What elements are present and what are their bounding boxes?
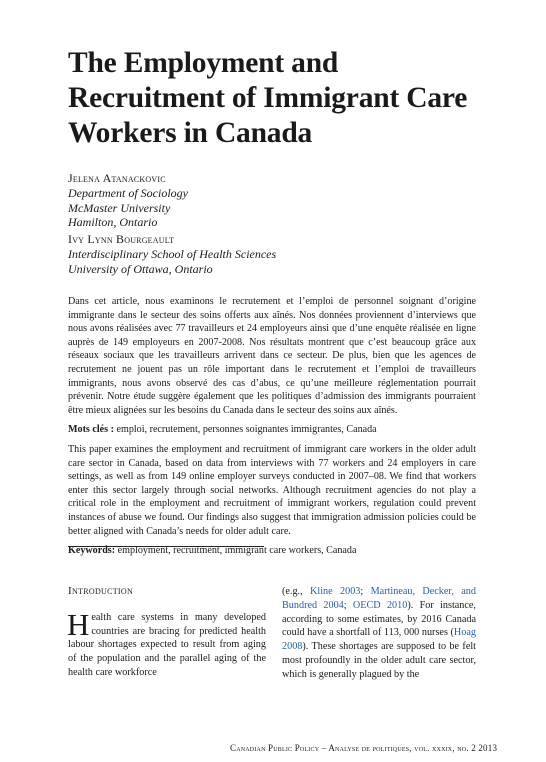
title-line: Recruitment of Immigrant Care [68,82,468,114]
body-column-right [282,585,476,682]
citation-link[interactable]: Kline 2003 [310,586,361,597]
author-affiliation: Hamilton, Ontario [68,215,158,230]
body-text: ). These shortages are supposed to be felt most profoundly in the older adult care sector, which is generally plagued by the [282,641,476,680]
section-divider [68,546,264,547]
body-text: (e.g., [282,586,311,597]
author-affiliation: University of Ottawa, Ontario [68,261,213,276]
keywords-label: Keywords: [68,545,116,557]
author-name: Jelena Atanackovic [68,171,166,185]
abstract-french: Dans cet article, nous examinons le recrutement et l’emploi de personnel soignant d’origine immigrante dans le secteur des soins offerts aux aînés. Nos données proviennent d’interviews que nous avons réalisées avec 77 travailleurs et 24 employeurs ainsi que d’une enquête réalisée en ligne auprès de 149 employeurs en 2007-2008. Nos résultats montrent que c’est beaucoup grâce aux réseaux sociaux que les travailleurs arrivent dans ce secteur. De plus, bien que les agences de recrutement ne jouent pas un rôle important dans le recrutement et l’emploi de travailleurs immigrants, nous avons observé des cas d’abus, ce qu’une meilleure réglementation pourrait prévenir. Notre étude suggère également que les politiques d’admission des immigrants pourraient être mieux alignées sur les besoins du Canada dans le secteur des soins aux aînés. [68,296,476,416]
keywords-french [68,423,476,437]
intro-paragraph [67,606,266,680]
keywords-label: Mots clés : [68,424,114,436]
author-affiliation: Department of Sociology [68,185,188,200]
abstract-section [68,295,476,564]
abstract-english: This paper examines the employment and recruitment of immigrant care workers in the older adult care sector in Canada, based on data from interviews with 77 workers and 24 employers in care settings, as well as from 149 online employer surveys conducted in 2007–08. We find that workers enter this sector largely through social networks. Although recruitment agencies do not play a critical role in the employment and recruitment of immigrant workers, regulation could prevent instances of abuse we found. Our findings also suggest that immigration admission policies could be better aligned with Canada’s needs for older adult care. [68,443,476,537]
citation-link[interactable]: OECD 2010 [352,599,408,611]
title-line: Workers in Canada [68,117,313,149]
section-heading: Introduction [68,585,134,597]
author-block [68,171,276,230]
intro-text: ealth care systems in many developed countries are bracing for predicted health labour shortages expected to result from aging of the population and the parallel aging of the health care workforce [68,611,266,678]
author-affiliation: McMaster University [68,200,171,215]
author-list [68,171,276,279]
citation-link[interactable]: Hoag 2008 [282,627,476,653]
keywords-value: employment, recruitment, immigrant care workers, Canada [117,545,357,557]
article-title [68,46,488,151]
author-block [68,232,276,276]
body-column-left [68,585,266,680]
citation-link[interactable]: Martineau, Decker, and Bundred 2004 [282,586,476,611]
author-name: Ivy Lynn Bourgeault [68,232,175,247]
body-text: ; [343,599,353,611]
author-affiliation: Interdisciplinary School of Health Sciences [68,246,277,261]
body-text: ; [360,586,371,597]
keywords-value: emploi, recrutement, personnes soignantes immigrantes, Canada [116,424,377,436]
drop-cap: H [67,606,90,642]
journal-footer: Canadian Public Policy – Analyse de politiques, vol. xxxix, no. 2 2013 [230,743,498,753]
title-line: The Employment and [68,47,339,79]
body-text: ). For instance, according to some estimates, by 2016 Canada could have a shortfall of 113, 000 nurses ( [282,599,476,639]
